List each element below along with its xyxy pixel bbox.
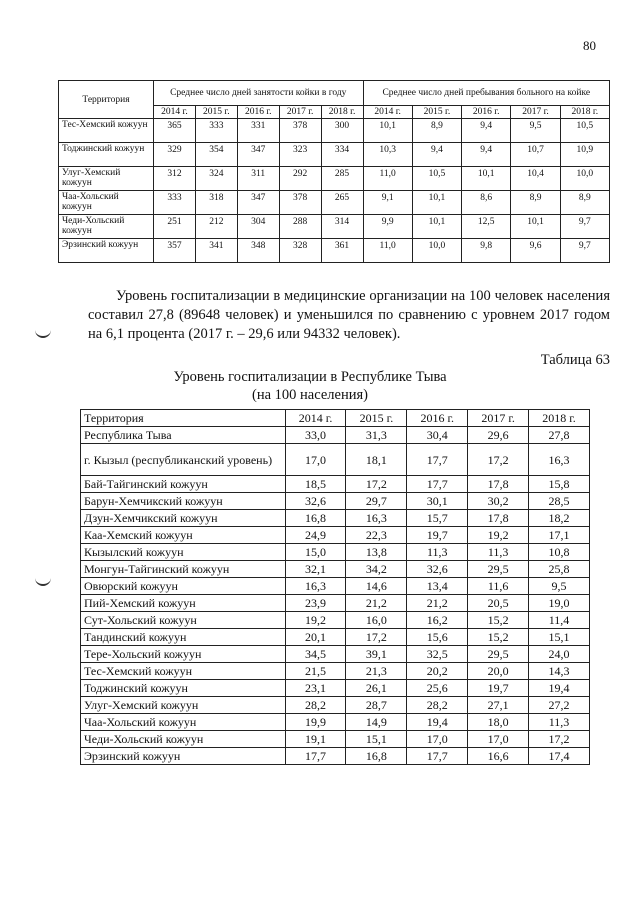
bed-occupancy-cell: 292 [279,167,321,191]
year-header: 2017 г. [468,410,529,427]
rate-cell: 10,8 [529,544,590,561]
bed-occupancy-cell: 378 [279,119,321,143]
bed-days-table [58,80,610,263]
bed-occupancy-cell: 361 [321,239,363,263]
territory-cell: Бай-Тайгинский кожуун [81,476,286,493]
table-row [81,646,590,663]
rate-cell: 17,7 [407,444,468,476]
rate-cell: 15,7 [407,510,468,527]
rate-cell: 14,9 [346,714,407,731]
length-of-stay-cell: 10,7 [511,143,560,167]
rate-cell: 17,0 [285,444,346,476]
rate-cell: 24,9 [285,527,346,544]
rate-cell: 19,7 [468,680,529,697]
territory-cell: Чаа-Хольский кожуун [59,191,154,215]
length-of-stay-cell: 9,4 [462,119,511,143]
table-row [81,544,590,561]
rate-cell: 33,0 [285,427,346,444]
length-of-stay-cell: 8,9 [560,191,609,215]
territory-cell: Эрзинский кожуун [81,748,286,765]
rate-cell: 16,6 [468,748,529,765]
rate-cell: 18,0 [468,714,529,731]
rate-cell: 13,4 [407,578,468,595]
table-row [81,476,590,493]
territory-cell: Тере-Хольский кожуун [81,646,286,663]
territory-cell: Чеди-Хольский кожуун [59,215,154,239]
length-of-stay-cell: 10,1 [363,119,412,143]
length-of-stay-cell: 9,4 [462,143,511,167]
bed-occupancy-cell: 329 [154,143,196,167]
rate-cell: 15,1 [529,629,590,646]
rate-cell: 23,9 [285,595,346,612]
rate-cell: 16,3 [346,510,407,527]
rate-cell: 17,8 [468,476,529,493]
rate-cell: 17,1 [529,527,590,544]
rate-cell: 28,7 [346,697,407,714]
territory-cell: Овюрский кожуун [81,578,286,595]
rate-cell: 17,2 [529,731,590,748]
rate-cell: 15,1 [346,731,407,748]
rate-cell: 17,0 [407,731,468,748]
rate-cell: 18,2 [529,510,590,527]
table-row [59,191,610,215]
year-header: 2018 г. [529,410,590,427]
table-row [81,697,590,714]
bed-occupancy-cell: 323 [279,143,321,167]
rate-cell: 26,1 [346,680,407,697]
bed-occupancy-cell: 251 [154,215,196,239]
table-row [59,119,610,143]
rate-cell: 19,2 [285,612,346,629]
table-row [81,578,590,595]
rate-cell: 21,3 [346,663,407,680]
year-header: 2015 г. [412,106,461,119]
table-row [81,714,590,731]
rate-cell: 11,3 [468,544,529,561]
territory-cell: Барун-Хемчикский кожуун [81,493,286,510]
rate-cell: 20,1 [285,629,346,646]
territory-cell: Тоджинский кожуун [81,680,286,697]
year-header: 2014 г. [154,106,196,119]
bed-occupancy-header: Среднее число дней занятости койки в году [154,81,364,106]
margin-check-mark [35,328,51,338]
territory-cell: г. Кызыл (республиканский уровень) [81,444,286,476]
bed-occupancy-cell: 341 [195,239,237,263]
rate-cell: 29,5 [468,646,529,663]
rate-cell: 20,0 [468,663,529,680]
length-of-stay-cell: 10,0 [560,167,609,191]
territory-cell: Эрзинский кожуун [59,239,154,263]
bed-occupancy-cell: 333 [154,191,196,215]
rate-cell: 28,5 [529,493,590,510]
hospitalization-paragraph: Уровень госпитализации в медицинские организации на 100 человек населения составил 27,8 (89648 человек) и уменьшился по сравнению с уровнем 2017 годом на 6,1 процента (2017 г. – 29,6 или 94332 человек). [88,288,610,342]
bed-occupancy-cell: 304 [237,215,279,239]
rate-cell: 39,1 [346,646,407,663]
rate-cell: 31,3 [346,427,407,444]
territory-cell: Тоджинский кожуун [59,143,154,167]
rate-cell: 17,2 [346,629,407,646]
territory-cell: Каа-Хемский кожуун [81,527,286,544]
territory-cell: Тес-Хемский кожуун [81,663,286,680]
territory-cell: Республика Тыва [81,427,286,444]
rate-cell: 15,0 [285,544,346,561]
rate-cell: 17,0 [468,731,529,748]
territory-header: Территория [59,81,154,119]
rate-cell: 15,2 [468,629,529,646]
rate-cell: 23,1 [285,680,346,697]
length-of-stay-cell: 10,1 [412,215,461,239]
table-row [81,561,590,578]
length-of-stay-cell: 10,0 [412,239,461,263]
rate-cell: 20,5 [468,595,529,612]
rate-cell: 29,6 [468,427,529,444]
rate-cell: 19,7 [407,527,468,544]
year-header: 2016 г. [462,106,511,119]
rate-cell: 18,5 [285,476,346,493]
bed-occupancy-cell: 334 [321,143,363,167]
rate-cell: 17,7 [407,476,468,493]
year-header: 2015 г. [346,410,407,427]
rate-cell: 11,4 [529,612,590,629]
rate-cell: 21,5 [285,663,346,680]
rate-cell: 22,3 [346,527,407,544]
rate-cell: 34,2 [346,561,407,578]
bed-occupancy-cell: 311 [237,167,279,191]
length-of-stay-cell: 10,5 [412,167,461,191]
rate-cell: 11,3 [529,714,590,731]
year-header: 2018 г. [321,106,363,119]
length-of-stay-cell: 10,4 [511,167,560,191]
rate-cell: 11,3 [407,544,468,561]
rate-cell: 25,6 [407,680,468,697]
table-row [81,427,590,444]
rate-cell: 16,2 [407,612,468,629]
length-of-stay-cell: 8,6 [462,191,511,215]
length-of-stay-cell: 10,3 [363,143,412,167]
rate-cell: 9,5 [529,578,590,595]
year-header: 2014 г. [285,410,346,427]
rate-cell: 29,7 [346,493,407,510]
margin-check-mark [35,576,51,586]
year-header: 2017 г. [511,106,560,119]
table-row [81,612,590,629]
year-header: 2014 г. [363,106,412,119]
table-row [59,143,610,167]
year-header: 2018 г. [560,106,609,119]
rate-cell: 16,0 [346,612,407,629]
rate-cell: 17,2 [346,476,407,493]
rate-cell: 18,1 [346,444,407,476]
length-of-stay-cell: 9,6 [511,239,560,263]
year-header: 2015 г. [195,106,237,119]
bed-occupancy-cell: 324 [195,167,237,191]
table-row [81,663,590,680]
rate-cell: 15,2 [468,612,529,629]
table-row [81,527,590,544]
bed-occupancy-cell: 347 [237,143,279,167]
length-of-stay-cell: 9,9 [363,215,412,239]
rate-cell: 19,4 [407,714,468,731]
bed-occupancy-cell: 331 [237,119,279,143]
year-header: 2016 г. [407,410,468,427]
table-row [81,731,590,748]
table-row [81,510,590,527]
bed-occupancy-cell: 288 [279,215,321,239]
rate-cell: 19,1 [285,731,346,748]
rate-cell: 13,8 [346,544,407,561]
length-of-stay-cell: 10,9 [560,143,609,167]
rate-cell: 24,0 [529,646,590,663]
rate-cell: 28,2 [407,697,468,714]
rate-cell: 15,8 [529,476,590,493]
territory-cell: Пий-Хемский кожуун [81,595,286,612]
rate-cell: 21,2 [346,595,407,612]
bed-occupancy-cell: 265 [321,191,363,215]
rate-cell: 27,8 [529,427,590,444]
bed-occupancy-cell: 365 [154,119,196,143]
territory-header: Территория [81,410,286,427]
table-row [81,595,590,612]
length-of-stay-cell: 10,1 [462,167,511,191]
table-row [81,680,590,697]
territory-cell: Улуг-Хемский кожуун [81,697,286,714]
length-of-stay-cell: 11,0 [363,167,412,191]
bed-occupancy-cell: 285 [321,167,363,191]
bed-occupancy-cell: 318 [195,191,237,215]
rate-cell: 17,8 [468,510,529,527]
table-row [81,444,590,476]
rate-cell: 16,8 [285,510,346,527]
territory-cell: Тес-Хемский кожуун [59,119,154,143]
rate-cell: 19,4 [529,680,590,697]
rate-cell: 14,3 [529,663,590,680]
rate-cell: 16,3 [529,444,590,476]
rate-cell: 25,8 [529,561,590,578]
length-of-stay-cell: 11,0 [363,239,412,263]
length-of-stay-cell: 10,1 [511,215,560,239]
length-of-stay-cell: 9,4 [412,143,461,167]
rate-cell: 14,6 [346,578,407,595]
rate-cell: 30,4 [407,427,468,444]
territory-cell: Чаа-Хольский кожуун [81,714,286,731]
rate-cell: 16,3 [285,578,346,595]
bed-occupancy-cell: 357 [154,239,196,263]
rate-cell: 29,5 [468,561,529,578]
year-header: 2016 г. [237,106,279,119]
bed-occupancy-cell: 314 [321,215,363,239]
table-row [59,167,610,191]
table-row [81,493,590,510]
bed-occupancy-cell: 212 [195,215,237,239]
territory-cell: Монгун-Тайгинский кожуун [81,561,286,578]
rate-cell: 30,2 [468,493,529,510]
rate-cell: 15,6 [407,629,468,646]
page-number: 80 [583,38,596,53]
length-of-stay-cell: 9,7 [560,215,609,239]
length-of-stay-header: Среднее число дней пребывания больного на койке [363,81,609,106]
table-subtitle: (на 100 населения) [252,387,368,403]
length-of-stay-cell: 9,5 [511,119,560,143]
bed-occupancy-cell: 328 [279,239,321,263]
table-row [81,629,590,646]
rate-cell: 27,2 [529,697,590,714]
rate-cell: 34,5 [285,646,346,663]
rate-cell: 17,2 [468,444,529,476]
hospitalization-table [80,409,590,765]
bed-occupancy-cell: 378 [279,191,321,215]
rate-cell: 17,4 [529,748,590,765]
table-title: Уровень госпитализации в Республике Тыва [173,369,447,385]
bed-occupancy-cell: 333 [195,119,237,143]
table-label: Таблица 63 [540,352,610,368]
rate-cell: 16,8 [346,748,407,765]
rate-cell: 19,2 [468,527,529,544]
rate-cell: 27,1 [468,697,529,714]
length-of-stay-cell: 10,5 [560,119,609,143]
territory-cell: Улуг-Хемский кожуун [59,167,154,191]
bed-occupancy-cell: 348 [237,239,279,263]
table-row [59,215,610,239]
bed-occupancy-cell: 347 [237,191,279,215]
length-of-stay-cell: 8,9 [412,119,461,143]
bed-occupancy-cell: 354 [195,143,237,167]
length-of-stay-cell: 9,1 [363,191,412,215]
bed-occupancy-cell: 312 [154,167,196,191]
rate-cell: 17,7 [407,748,468,765]
year-header: 2017 г. [279,106,321,119]
rate-cell: 32,6 [407,561,468,578]
rate-cell: 21,2 [407,595,468,612]
rate-cell: 19,0 [529,595,590,612]
territory-cell: Дзун-Хемчикский кожуун [81,510,286,527]
rate-cell: 11,6 [468,578,529,595]
table-row [59,239,610,263]
length-of-stay-cell: 12,5 [462,215,511,239]
rate-cell: 20,2 [407,663,468,680]
rate-cell: 17,7 [285,748,346,765]
rate-cell: 32,1 [285,561,346,578]
territory-cell: Сут-Хольский кожуун [81,612,286,629]
length-of-stay-cell: 9,8 [462,239,511,263]
rate-cell: 32,6 [285,493,346,510]
territory-cell: Тандинский кожуун [81,629,286,646]
rate-cell: 30,1 [407,493,468,510]
length-of-stay-cell: 8,9 [511,191,560,215]
rate-cell: 19,9 [285,714,346,731]
rate-cell: 28,2 [285,697,346,714]
table-row [81,748,590,765]
length-of-stay-cell: 9,7 [560,239,609,263]
territory-cell: Кызылский кожуун [81,544,286,561]
bed-occupancy-cell: 300 [321,119,363,143]
territory-cell: Чеди-Хольский кожуун [81,731,286,748]
length-of-stay-cell: 10,1 [412,191,461,215]
rate-cell: 32,5 [407,646,468,663]
